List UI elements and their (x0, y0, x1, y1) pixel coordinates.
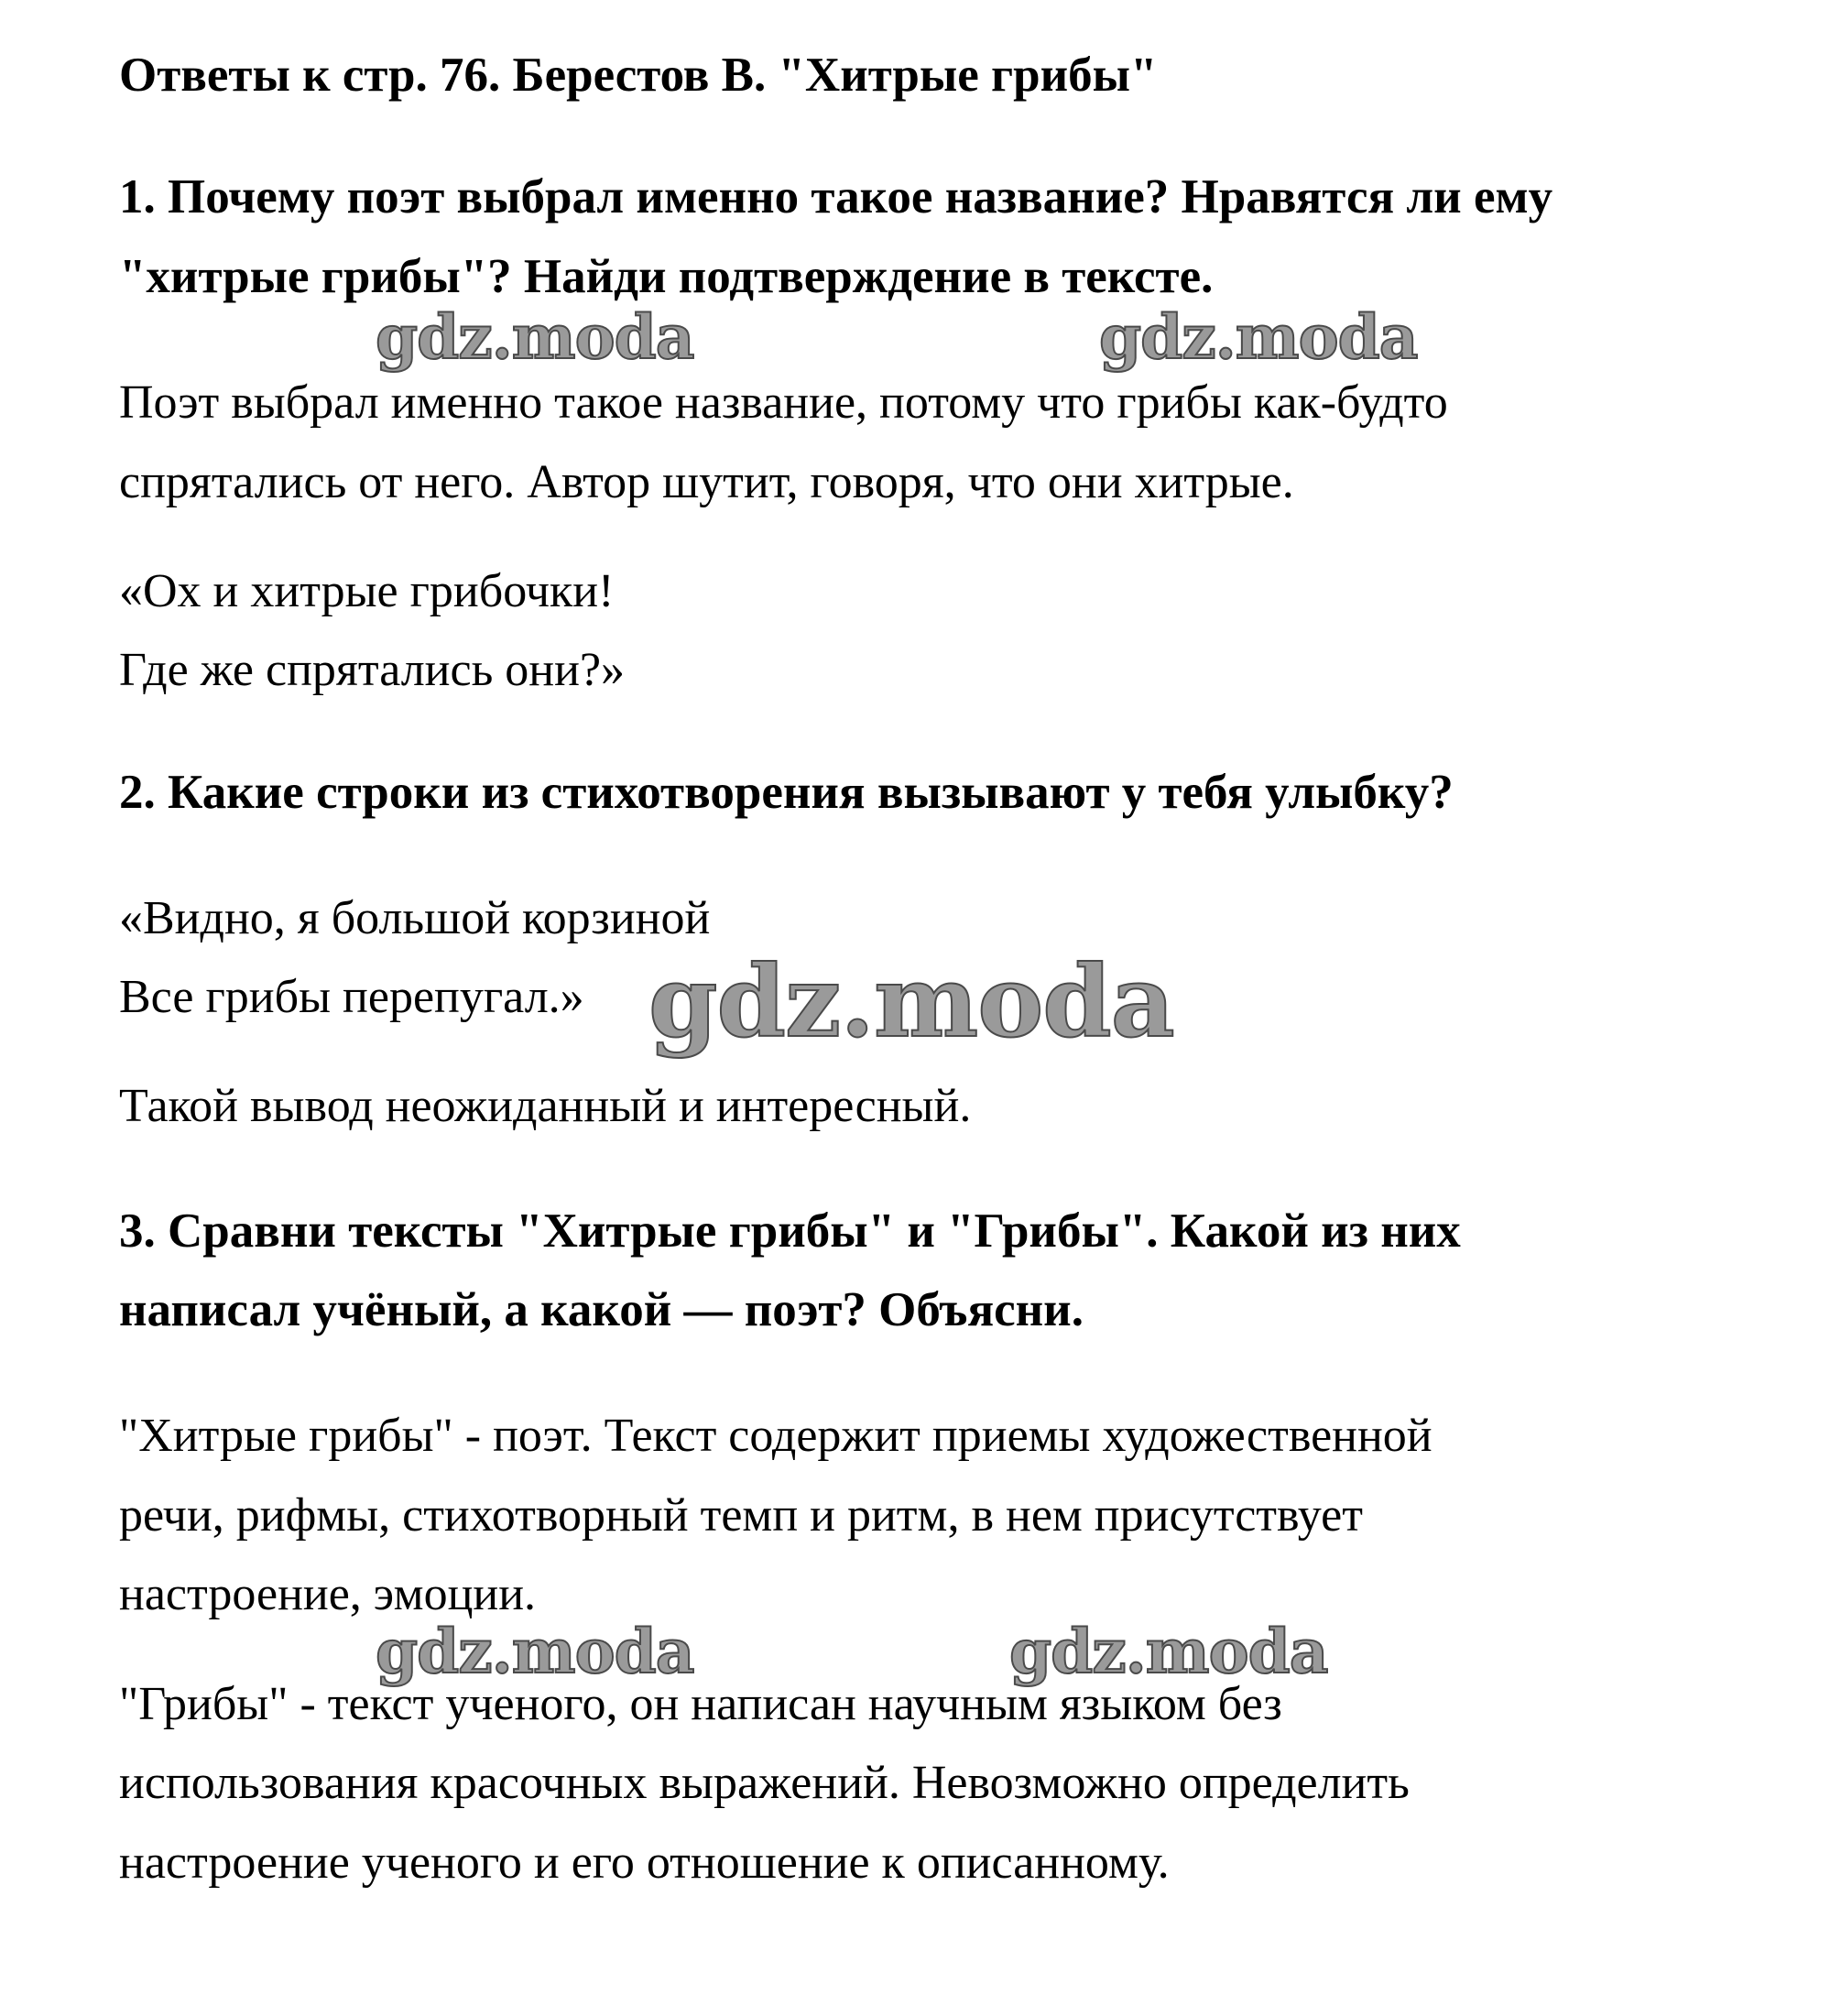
answer-1-line-2: спрятались от него. Автор шутит, говоря, что они хитрые. (119, 456, 1294, 508)
watermark-logo: gdz.moda (376, 1616, 694, 1687)
answer-1-line-1: Поэт выбрал именно такое название, потому что грибы как-будто (119, 376, 1448, 429)
answer-3-line-1: "Хитрые грибы" - поэт. Текст содержит приемы художественной (119, 1410, 1432, 1462)
question-3-line-2: написал учёный, а какой — поэт? Объясни. (119, 1283, 1084, 1336)
question-2: 2. Какие строки из стихотворения вызывают у тебя улыбку? (119, 766, 1454, 819)
page-title: Ответы к стр. 76. Берестов В. "Хитрые грибы" (119, 49, 1158, 102)
question-1-line-1: 1. Почему поэт выбрал именно такое название? Нравятся ли ему (119, 170, 1553, 223)
question-1-line-2: "хитрые грибы"? Найди подтверждение в тексте. (119, 250, 1214, 303)
answer-3-line-2: речи, рифмы, стихотворный темп и ритм, в нем присутствует (119, 1489, 1363, 1542)
watermark-logo: gdz.moda (376, 301, 694, 373)
answer-3b-line-1: "Грибы" - текст ученого, он написан научным языком без (119, 1678, 1282, 1730)
watermark-logo: gdz.moda (1009, 1616, 1328, 1687)
watermark-logo: gdz.moda (648, 944, 1174, 1060)
quote-1-line-2: Где же спрятались они?» (119, 644, 626, 696)
quote-1-line-1: «Ох и хитрые грибочки! (119, 565, 615, 617)
quote-2-line-1: «Видно, я большой корзиной (119, 892, 711, 944)
watermark-logo: gdz.moda (1099, 301, 1418, 373)
quote-2-line-2: Все грибы перепугал.» (119, 971, 584, 1023)
answer-3b-line-2: использования красочных выражений. Невозможно определить (119, 1757, 1410, 1809)
answer-3-line-3: настроение, эмоции. (119, 1568, 537, 1620)
answer-2: Такой вывод неожиданный и интересный. (119, 1080, 972, 1132)
answer-3b-line-3: настроение ученого и его отношение к описанному. (119, 1836, 1170, 1889)
question-3-line-1: 3. Сравни тексты "Хитрые грибы" и "Грибы". Какой из них (119, 1204, 1461, 1258)
